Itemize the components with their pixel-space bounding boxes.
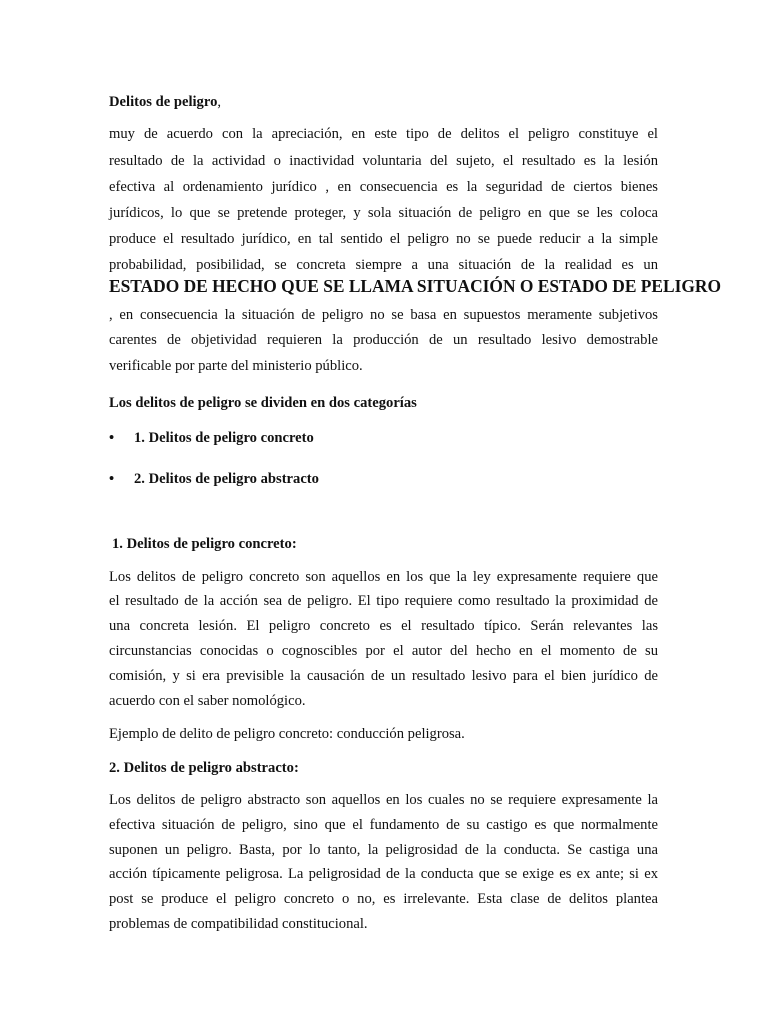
paragraph-line: produce el resultado jurídico, en tal sentido el peligro no se puede reducir a la simple xyxy=(109,231,658,247)
paragraph-line: el resultado de la acción sea de peligro. El tipo requiere como resultado la proximidad de xyxy=(109,593,658,609)
paragraph-line: suponen un peligro. Basta, por lo tanto, la peligrosidad de la conducta. Se castiga una xyxy=(109,842,658,858)
paragraph-line: jurídicos, lo que se pretende proteger, y sola situación de peligro en que se les coloca xyxy=(109,205,658,221)
paragraph-line: , en consecuencia la situación de peligro no se basa en supuestos meramente subjetivos xyxy=(109,307,658,323)
section-title xyxy=(109,92,658,112)
paragraph-line: verificable por parte del ministerio público. xyxy=(109,358,363,374)
bullet-icon: • xyxy=(109,430,115,446)
bullet-icon: • xyxy=(109,471,115,487)
paragraph-line: comisión, y si era previsible la causación de un resultado lesivo para el bien jurídico de xyxy=(109,668,658,684)
paragraph-line: resultado de la actividad o inactividad voluntaria del sujeto, el resultado es la lesión xyxy=(109,153,658,169)
paragraph-line: efectiva al ordenamiento jurídico , en consecuencia es la seguridad de ciertos bienes xyxy=(109,179,658,195)
paragraph-line: una concreta lesión. El peligro concreto es el resultado típico. Serán relevantes las xyxy=(109,618,658,634)
paragraph-line: circunstancias conocidas o cognoscibles por el autor del hecho en el momento de su xyxy=(109,643,658,659)
section-title-text: Delitos de peligro xyxy=(109,94,218,110)
paragraph-line: post se produce el peligro concreto o no, es irrelevante. Esta clase de delitos plantea xyxy=(109,891,658,907)
emphasis-line: ESTADO DE HECHO QUE SE LLAMA SITUACIÓN O ESTADO DE PELIGRO xyxy=(109,276,722,296)
paragraph-line: muy de acuerdo con la apreciación, en este tipo de delitos el peligro constituye el xyxy=(109,126,658,142)
paragraph-line: efectiva situación de peligro, sino que el fundamento de su castigo es que normalmente xyxy=(109,817,658,833)
list-item-label: 2. Delitos de peligro abstracto xyxy=(134,471,319,487)
abstracto-heading: 2. Delitos de peligro abstracto: xyxy=(109,760,299,776)
list-item-label: 1. Delitos de peligro concreto xyxy=(134,430,314,446)
section-title-suffix: , xyxy=(217,94,222,110)
paragraph-line: carentes de objetividad requieren la producción de un resultado lesivo demostrable xyxy=(109,332,658,348)
concreto-heading: 1. Delitos de peligro concreto: xyxy=(112,536,297,552)
paragraph-line: acuerdo con el saber nomológico. xyxy=(109,693,306,709)
paragraph-line: acción típicamente peligrosa. La peligrosidad de la conducta que se exige es ex ante; si ex xyxy=(109,866,658,882)
paragraph-line: problemas de compatibilidad constitucional. xyxy=(109,916,368,932)
example-line: Ejemplo de delito de peligro concreto: conducción peligrosa. xyxy=(109,726,465,742)
paragraph-line: probabilidad, posibilidad, se concreta siempre a una situación de la realidad es un xyxy=(109,257,658,273)
categories-heading: Los delitos de peligro se dividen en dos categorías xyxy=(109,395,417,411)
paragraph-line: Los delitos de peligro concreto son aquellos en los que la ley expresamente requiere que xyxy=(109,569,658,585)
paragraph-line: Los delitos de peligro abstracto son aquellos en los cuales no se requiere expresamente la xyxy=(109,792,658,808)
